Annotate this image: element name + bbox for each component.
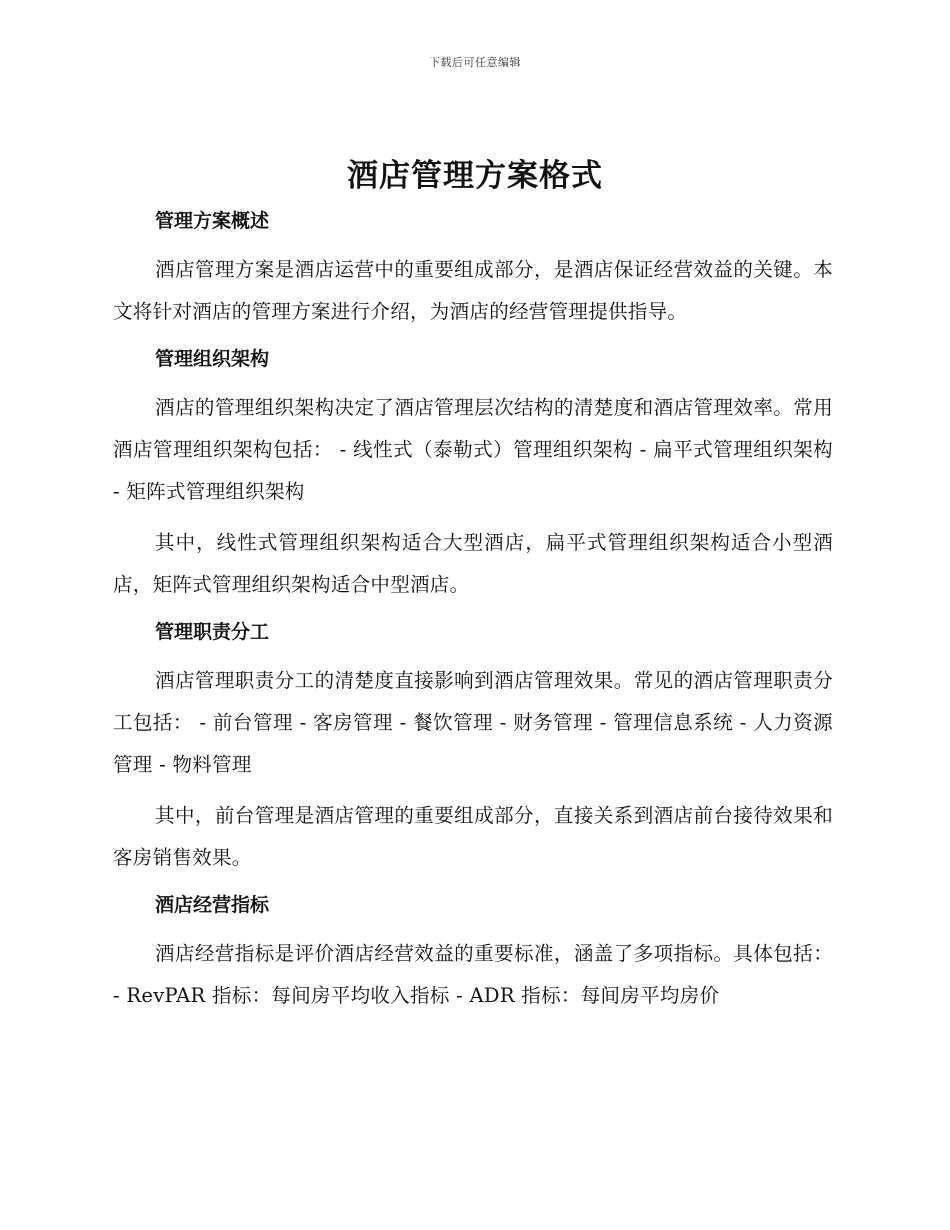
paragraph-org-structure: 酒店的管理组织架构决定了酒店管理层次结构的清楚度和酒店管理效率。常用酒店管理组织架构包括： - 线性式（泰勒式）管理组织架构 - 扁平式管理组织架构 - 矩阵式管理组织架构 [113, 396, 833, 503]
section-heading-overview: 管理方案概述 [155, 210, 270, 232]
section-heading-responsibilities: 管理职责分工 [155, 621, 270, 643]
document-body [113, 204, 833, 1017]
section-heading-org-structure: 管理组织架构 [155, 348, 270, 370]
paragraph-responsibilities: 酒店管理职责分工的清楚度直接影响到酒店管理效果。常见的酒店管理职责分工包括： - 前台管理 - 客房管理 - 餐饮管理 - 财务管理 - 管理信息系统 - 人力资源管理 - 物料管理 [113, 669, 833, 776]
paragraph-overview: 酒店管理方案是酒店运营中的重要组成部分，是酒店保证经营效益的关键。本文将针对酒店的管理方案进行介绍，为酒店的经营管理提供指导。 [113, 258, 833, 323]
section-heading-kpis: 酒店经营指标 [155, 894, 270, 916]
header-note: 下载后可任意编辑 [429, 56, 521, 69]
document-title: 酒店管理方案格式 [347, 158, 603, 194]
paragraph-org-structure-note: 其中，线性式管理组织架构适合大型酒店，扁平式管理组织架构适合小型酒店，矩阵式管理组织架构适合中型酒店。 [113, 531, 833, 596]
paragraph-responsibilities-note: 其中，前台管理是酒店管理的重要组成部分，直接关系到酒店前台接待效果和客房销售效果。 [113, 804, 833, 869]
paragraph-kpis: 酒店经营指标是评价酒店经营效益的重要标准，涵盖了多项指标。具体包括： - RevPAR 指标：每间房平均收入指标 - ADR 指标：每间房平均房价 [113, 942, 833, 1007]
